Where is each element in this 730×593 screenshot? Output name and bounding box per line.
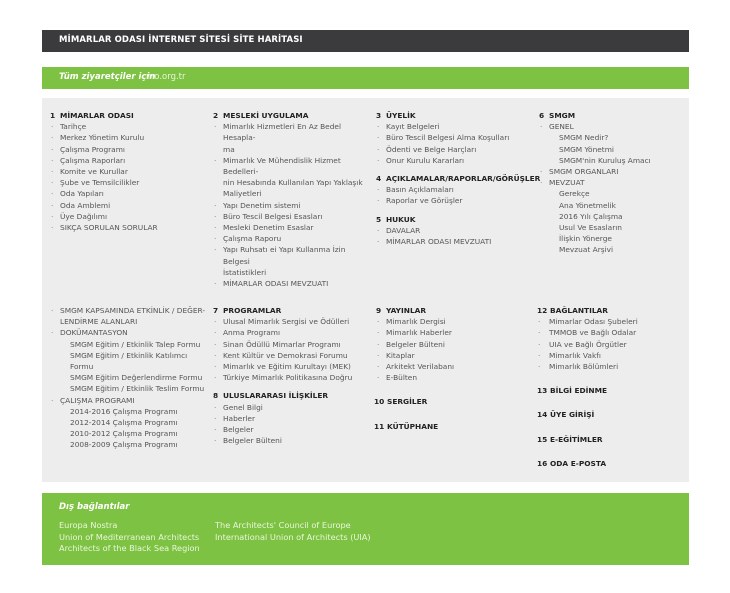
sitemap-link[interactable]: · Mimarlık Vakfı [537, 350, 687, 361]
sitemap-link[interactable]: · Onur Kurulu Kararları [376, 155, 546, 166]
sitemap-link[interactable]: · Çalışma Raporları [50, 155, 210, 166]
external-link[interactable]: Europa Nostra [59, 520, 118, 530]
sitemap-sublink[interactable]: İlişkin Yönerge [559, 234, 612, 244]
visitors-banner [42, 67, 689, 89]
sitemap-sublink[interactable]: SMGM Nedir? [559, 133, 609, 143]
sitemap-link[interactable]: · Mimarlık Hizmetleri En Az Bedel Hesapla- ma [213, 121, 373, 155]
section-heading[interactable]: 4 AÇIKLAMALAR/RAPORLAR/GÖRÜŞLER [376, 174, 541, 184]
external-link[interactable]: Union of Mediterranean Architects [59, 531, 200, 542]
sitemap-link[interactable]: · Yapı Denetim sistemi [213, 200, 373, 211]
sitemap-link[interactable]: · Kent Kültür ve Demokrasi Forumu [213, 350, 373, 361]
section-heading[interactable]: 9 YAYINLAR [376, 306, 427, 315]
sitemap-link[interactable]: · Genel Bilgi [213, 402, 373, 413]
section-heading[interactable]: 7 PROGRAMLAR [213, 306, 282, 315]
section-heading[interactable]: 14 ÜYE GİRİŞİ [537, 410, 595, 420]
section-smgm-continued [50, 305, 210, 451]
external-link[interactable]: The Architects' Council of Europe [215, 520, 351, 530]
sitemap-sublink[interactable]: 2010-2012 Çalışma Programı [70, 429, 178, 439]
section-mimarlar-odasi [50, 110, 210, 233]
sitemap-panel [42, 98, 689, 482]
sitemap-sublink[interactable]: 2012-2014 Çalışma Programı [70, 418, 178, 428]
external-link[interactable]: Architects of the Black Sea Region [59, 543, 200, 553]
sitemap-link[interactable]: · Belgeler [213, 424, 373, 435]
sitemap-sublink[interactable]: SMGM Eğitim Değerlendirme Formu [70, 373, 203, 383]
external-links-left [59, 520, 200, 555]
sitemap-link[interactable]: · Merkez Yönetim Kurulu [50, 132, 210, 143]
sitemap-sublink[interactable]: SMGM Eğitim / Etkinlik Talep Formu [70, 339, 201, 349]
page-header [42, 30, 689, 52]
sitemap-link[interactable]: · Yapı Ruhsatı ei Yapı Kullanma İzin Belgesi İstatistikleri [213, 244, 373, 278]
section-smgm [539, 110, 684, 256]
section-heading[interactable]: 13 BİLGİ EDİNME [537, 386, 608, 396]
sitemap-sublink[interactable]: 2016 Yılı Çalışma [559, 211, 623, 221]
sitemap-link[interactable]: · Çalışma Programı [50, 144, 210, 155]
section-heading[interactable]: 5 HUKUK [376, 214, 416, 224]
sitemap-link[interactable]: · Büro Tescil Belgesi Alma Koşulları [376, 132, 546, 143]
section-baglantilar-group [537, 305, 687, 469]
section-heading[interactable]: 15 E-EĞİTİMLER [537, 434, 603, 444]
sitemap-link[interactable]: · E-Bülten [376, 372, 536, 383]
sitemap-link[interactable]: · Mimarlık ve Eğitim Kurultayı (MEK) [213, 361, 373, 372]
sitemap-link[interactable]: · Belgeler Bülteni [376, 339, 536, 350]
sitemap-link[interactable]: · SMGM KAPSAMINDA ETKİNLİK / DEĞER- LENDİRME ALANLARI [50, 305, 210, 327]
sitemap-link[interactable]: · Mimarlık Haberler [376, 327, 536, 338]
section-heading[interactable]: 3 ÜYELİK [376, 111, 416, 120]
section-heading[interactable]: 1 MİMARLAR ODASI [50, 111, 134, 120]
sitemap-link[interactable]: · Haberler [213, 413, 373, 424]
sitemap-link[interactable]: · Mimarlık Dergisi [376, 316, 536, 327]
sitemap-link[interactable]: · Arkitekt Verilabanı [376, 361, 536, 372]
section-heading[interactable]: 6 SMGM [539, 111, 576, 120]
site-link[interactable]: mo.org.tr [146, 72, 186, 82]
sitemap-sublink[interactable]: Gerekçe [559, 189, 590, 199]
sitemap-link[interactable]: · Oda Yapıları [50, 188, 210, 199]
section-heading[interactable]: 2 MESLEKİ UYGULAMA [213, 111, 309, 120]
section-heading[interactable]: 11 KÜTÜPHANE [374, 421, 439, 431]
sitemap-link[interactable]: · DAVALAR [376, 225, 546, 236]
sitemap-link[interactable]: · MİMARLAR ODASI MEVZUATI [376, 236, 546, 247]
section-uyelik-group [376, 110, 546, 247]
section-heading[interactable]: 10 SERGİLER [374, 397, 428, 407]
page-title: MİMARLAR ODASI İNTERNET SİTESİ SİTE HARİTASI [59, 35, 303, 45]
sitemap-link[interactable]: · Oda Amblemi [50, 200, 210, 211]
sitemap-link[interactable]: · Türkiye Mimarlık Politikasına Doğru [213, 372, 373, 383]
sitemap-link[interactable]: · Mimarlar Odası Şubeleri [537, 316, 687, 327]
sitemap-sublink[interactable]: SMGM Eğitim / Etkinlik Teslim Formu [70, 384, 205, 394]
sitemap-link[interactable]: · Komite ve Kurullar [50, 166, 210, 177]
sitemap-sublink[interactable]: Mevzuat Arşivi [559, 245, 614, 255]
sitemap-link[interactable]: · ÇALIŞMA PROGRAMI [50, 395, 210, 406]
sitemap-sublink[interactable]: SMGM Yönetmi [559, 144, 614, 154]
sitemap-link[interactable]: · Mesleki Denetim Esaslar [213, 222, 373, 233]
section-heading[interactable]: 12 BAĞLANTILAR [537, 306, 608, 315]
sitemap-link[interactable]: · Büro Tescil Belgesi Esasları [213, 211, 373, 222]
sitemap-sublink[interactable]: Usul Ve Esasların [559, 223, 622, 233]
sitemap-link[interactable]: · Raporlar ve Görüşler [376, 195, 546, 206]
sitemap-sublink[interactable]: SMGM'nin Kuruluş Amacı [559, 155, 651, 165]
sitemap-link[interactable]: · MİMARLAR ODASI MEVZUATI [213, 278, 373, 289]
sitemap-sublink[interactable]: 2014-2016 Çalışma Programı [70, 406, 178, 416]
external-links-title: Dış bağlantılar [59, 502, 130, 512]
section-yayinlar-group [376, 305, 536, 432]
section-programlar-group [213, 305, 373, 446]
sitemap-link[interactable]: · Çalışma Raporu [213, 233, 373, 244]
sitemap-link[interactable]: · Üye Dağılımı [50, 211, 210, 222]
section-heading[interactable]: 16 ODA E-POSTA [537, 458, 607, 468]
sitemap-link[interactable]: · Basın Açıklamaları [376, 184, 546, 195]
section-mesleki-uygulama [213, 110, 373, 289]
sitemap-link[interactable]: · Kitaplar [376, 350, 536, 361]
sitemap-link[interactable]: · GENEL [539, 121, 684, 132]
sitemap-sublink[interactable]: 2008-2009 Çalışma Programı [70, 440, 178, 450]
external-links-panel [42, 493, 689, 565]
sitemap-link[interactable]: · Şube ve Temsilcilikler [50, 177, 210, 188]
sitemap-link[interactable]: · Ulusal Mimarlık Sergisi ve Ödülleri [213, 316, 373, 327]
section-heading[interactable]: 8 ULUSLARARASI İLİŞKİLER [213, 391, 329, 401]
sitemap-sublink[interactable]: Formu [70, 362, 94, 372]
sitemap-link[interactable]: · Mimarlık Ve Mühendislik Hizmet Bedelleri- nin Hesabında Kullanılan Yapı Yaklaşık Maliyetleri [213, 155, 373, 200]
sitemap-link[interactable]: · MEVZUAT [539, 177, 684, 188]
sitemap-link[interactable]: · Belgeler Bülteni [213, 435, 373, 446]
external-link[interactable]: International Union of Architects (UIA) [215, 531, 371, 542]
sitemap-link[interactable]: · Tarihçe [50, 121, 210, 132]
visitors-label: Tüm ziyaretçiler için [59, 72, 156, 82]
sitemap-link[interactable]: · Anma Programı [213, 327, 373, 338]
sitemap-link[interactable]: · Kayıt Belgeleri [376, 121, 546, 132]
sitemap-link[interactable]: · TMMOB ve Bağlı Odalar [537, 327, 687, 338]
sitemap-link[interactable]: · SIKÇA SORULAN SORULAR [50, 222, 210, 233]
sitemap-sublink[interactable]: Ana Yönetmelik [559, 200, 616, 210]
external-links-right [215, 520, 371, 543]
sitemap-link[interactable]: · Ödenti ve Belge Harçları [376, 144, 546, 155]
sitemap-link[interactable]: · Sinan Ödüllü Mimarlar Programı [213, 339, 373, 350]
sitemap-link[interactable]: · DOKÜMANTASYON [50, 327, 210, 338]
sitemap-sublink[interactable]: SMGM Eğitim / Etkinlik Katılımcı [70, 350, 188, 360]
sitemap-link[interactable]: · SMGM ORGANLARI [539, 166, 684, 177]
sitemap-link[interactable]: · Mimarlık Bölümleri [537, 361, 687, 372]
sitemap-link[interactable]: · UIA ve Bağlı Örgütler [537, 339, 687, 350]
